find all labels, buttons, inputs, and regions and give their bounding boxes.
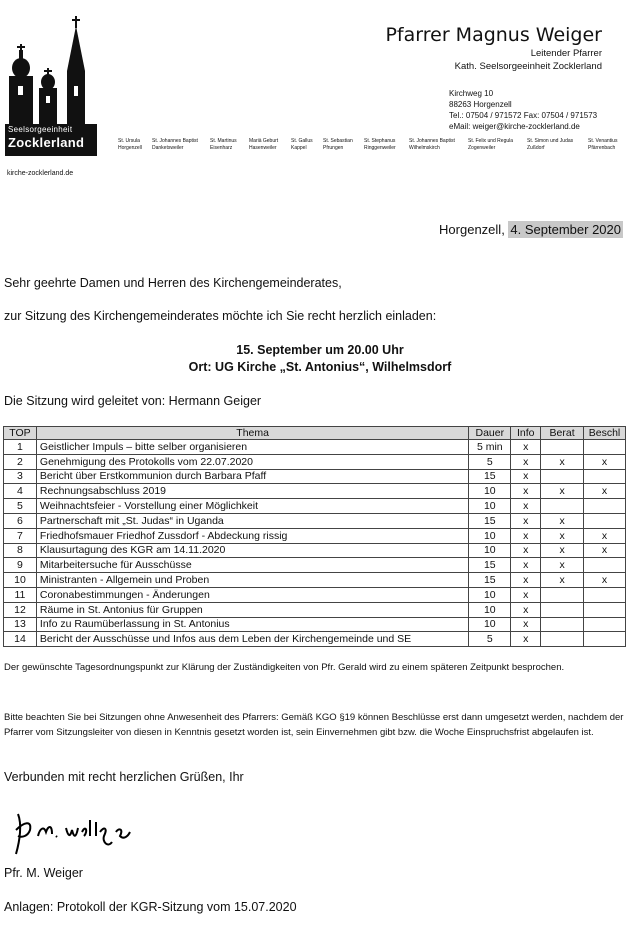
salutation: Sehr geehrte Damen und Herren des Kirchengemeinderates,: [4, 276, 342, 290]
cell-dauer: 5: [469, 632, 511, 647]
cell-top: 4: [4, 484, 37, 499]
attachments-note: Anlagen: Protokoll der KGR-Sitzung vom 15.07.2020: [4, 900, 297, 914]
table-row: [4, 528, 626, 543]
cell-beschl: x: [584, 573, 626, 588]
table-row: [4, 440, 626, 455]
cell-beschl: x: [584, 454, 626, 469]
cell-dauer: 15: [469, 513, 511, 528]
cell-info: x: [511, 484, 541, 499]
cell-beschl: [584, 602, 626, 617]
cell-dauer: 5: [469, 454, 511, 469]
cell-beschl: [584, 513, 626, 528]
cell-beschl: [584, 558, 626, 573]
cell-beschl: x: [584, 543, 626, 558]
cell-thema: Rechnungsabschluss 2019: [36, 484, 468, 499]
cell-top: 6: [4, 513, 37, 528]
parish-item: St. Gallus Kappel: [291, 138, 313, 151]
cell-thema: Geistlicher Impuls – bitte selber organisieren: [36, 440, 468, 455]
cell-top: 11: [4, 587, 37, 602]
address-email: eMail: weiger@kirche-zocklerland.de: [449, 122, 580, 131]
cell-dauer: 10: [469, 499, 511, 514]
cell-top: 13: [4, 617, 37, 632]
cell-berat: [541, 440, 584, 455]
meeting-place: Ort: UG Kirche „St. Antonius“, Wilhelmsdorf: [188, 360, 452, 374]
address-street: Kirchweg 10: [449, 89, 494, 98]
cell-thema: Genehmigung des Protokolls vom 22.07.2020: [36, 454, 468, 469]
cell-info: x: [511, 528, 541, 543]
logo-text-line1: Seelsorgeeinheit: [8, 125, 73, 134]
cell-beschl: [584, 440, 626, 455]
cell-info: x: [511, 558, 541, 573]
closing-greeting: Verbunden mit recht herzlichen Grüßen, Ihr: [4, 770, 244, 784]
intro-text: zur Sitzung des Kirchengemeinderates möchte ich Sie recht herzlich einladen:: [4, 309, 437, 323]
parish-item: St. Stephanus Ringgenweiler: [364, 138, 396, 151]
parish-item: St. Sebastian Pfrungen: [323, 138, 353, 151]
cell-info: x: [511, 469, 541, 484]
cell-info: x: [511, 454, 541, 469]
note-postponed-item: Der gewünschte Tagesordnungspunkt zur Klärung der Zuständigkeiten von Pfr. Gerald wird zu einem späteren Zeitpunkt besprochen.: [4, 662, 565, 673]
cell-beschl: [584, 469, 626, 484]
cell-info: x: [511, 617, 541, 632]
cell-thema: Klausurtagung des KGR am 14.11.2020: [36, 543, 468, 558]
cell-top: 9: [4, 558, 37, 573]
cell-info: x: [511, 543, 541, 558]
cell-thema: Friedhofsmauer Friedhof Zussdorf - Abdeckung rissig: [36, 528, 468, 543]
cell-top: 1: [4, 440, 37, 455]
cell-berat: x: [541, 573, 584, 588]
cell-berat: x: [541, 454, 584, 469]
cell-info: x: [511, 573, 541, 588]
cell-info: x: [511, 602, 541, 617]
parish-list: [118, 138, 630, 158]
cell-berat: [541, 617, 584, 632]
cell-dauer: 15: [469, 558, 511, 573]
table-row: [4, 543, 626, 558]
cell-beschl: [584, 587, 626, 602]
header-berat: Berat: [541, 427, 584, 440]
cell-top: 8: [4, 543, 37, 558]
cell-thema: Coronabestimmungen - Änderungen: [36, 587, 468, 602]
cell-top: 12: [4, 602, 37, 617]
sender-unit: Kath. Seelsorgeeinheit Zocklerland: [454, 61, 602, 72]
cell-dauer: 10: [469, 543, 511, 558]
cell-dauer: 10: [469, 528, 511, 543]
parish-item: St. Martinus Eisenharz: [210, 138, 237, 151]
cell-berat: x: [541, 558, 584, 573]
table-row: [4, 469, 626, 484]
website-link[interactable]: kirche-zocklerland.de: [7, 170, 74, 177]
cell-berat: x: [541, 528, 584, 543]
cell-berat: [541, 587, 584, 602]
cell-info: x: [511, 587, 541, 602]
cell-beschl: [584, 617, 626, 632]
header-dauer: Dauer: [469, 427, 511, 440]
address-city: 88263 Horgenzell: [449, 100, 512, 109]
cell-beschl: [584, 499, 626, 514]
cell-dauer: 10: [469, 617, 511, 632]
cell-top: 5: [4, 499, 37, 514]
cell-thema: Bericht über Erstkommunion durch Barbara Pfaff: [36, 469, 468, 484]
cell-berat: x: [541, 543, 584, 558]
table-row: [4, 499, 626, 514]
cell-berat: [541, 602, 584, 617]
cell-dauer: 10: [469, 587, 511, 602]
table-row: [4, 513, 626, 528]
cell-berat: x: [541, 484, 584, 499]
cell-dauer: 10: [469, 484, 511, 499]
table-header-row: [4, 427, 626, 440]
cell-thema: Partnerschaft mit „St. Judas“ in Uganda: [36, 513, 468, 528]
header-top: TOP: [4, 427, 37, 440]
cell-beschl: [584, 632, 626, 647]
parish-item: Mariä Geburt Hasenweiler: [249, 138, 279, 151]
table-row: [4, 484, 626, 499]
parish-item: St. Johannes Baptist Wilhelmskirch: [409, 138, 455, 151]
table-row: [4, 602, 626, 617]
date-highlight: 4. September 2020: [510, 222, 621, 237]
header-info: Info: [511, 427, 541, 440]
header-beschl: Beschl: [584, 427, 626, 440]
meeting-leader: Die Sitzung wird geleitet von: Hermann Geiger: [4, 394, 262, 408]
cell-top: 3: [4, 469, 37, 484]
parish-item: St. Simon und Judas Zußdorf: [527, 138, 574, 151]
cell-info: x: [511, 632, 541, 647]
table-row: [4, 587, 626, 602]
cell-top: 2: [4, 454, 37, 469]
note-kgo-rule: Bitte beachten Sie bei Sitzungen ohne Anwesenheit des Pfarrers: Gemäß KGO §19 können Beschlüsse erst dann umgesetzt werden, nachdem der Pfarrer vom Sitzungsleiter von diesen in Kenntnis gesetzt worden ist, sein Einvernehmen gibt bzw. die Woche Einspruchsfrist abgelaufen ist.: [4, 712, 624, 738]
cell-beschl: x: [584, 484, 626, 499]
cell-thema: Bericht der Ausschüsse und Infos aus dem Leben der Kirchengemeinde und SE: [36, 632, 468, 647]
cell-top: 14: [4, 632, 37, 647]
logo-text-line2: Zocklerland: [8, 135, 85, 150]
cell-thema: Info zu Raumüberlassung in St. Antonius: [36, 617, 468, 632]
parish-item: St. Johannes Baptist Danketsweiler: [152, 138, 198, 151]
meeting-time: 15. September um 20.00 Uhr: [236, 343, 404, 357]
cell-info: x: [511, 499, 541, 514]
parish-item: St. Felix und Regula Zogenweiler: [468, 138, 514, 151]
table-row: [4, 617, 626, 632]
header-thema: Thema: [36, 427, 468, 440]
parish-item: St. Ursula Horgenzell: [118, 138, 142, 151]
cell-beschl: x: [584, 528, 626, 543]
cell-top: 10: [4, 573, 37, 588]
cell-berat: [541, 469, 584, 484]
cell-thema: Ministranten - Allgemein und Proben: [36, 573, 468, 588]
parish-item: St. Venantius Pfärrenbach: [588, 138, 618, 151]
signature-name: Pfr. M. Weiger: [4, 866, 83, 880]
table-row: [4, 632, 626, 647]
sender-name: Pfarrer Magnus Weiger: [385, 24, 602, 46]
handwritten-signature: [8, 802, 138, 862]
letter-date: Horgenzell, 4. September 2020: [439, 222, 621, 237]
cell-berat: [541, 499, 584, 514]
cell-thema: Mitarbeitersuche für Ausschüsse: [36, 558, 468, 573]
cell-thema: Räume in St. Antonius für Gruppen: [36, 602, 468, 617]
agenda-table: [3, 426, 626, 647]
cell-dauer: 15: [469, 469, 511, 484]
address-phone: Tel.: 07504 / 971572 Fax: 07504 / 971573: [449, 111, 598, 120]
cell-berat: x: [541, 513, 584, 528]
sender-role: Leitender Pfarrer: [530, 48, 602, 59]
cell-dauer: 15: [469, 573, 511, 588]
cell-berat: [541, 632, 584, 647]
table-row: [4, 454, 626, 469]
cell-thema: Weihnachtsfeier - Vorstellung einer Möglichkeit: [36, 499, 468, 514]
cell-dauer: 10: [469, 602, 511, 617]
cell-top: 7: [4, 528, 37, 543]
cell-dauer: 5 min: [469, 440, 511, 455]
table-row: [4, 573, 626, 588]
table-row: [4, 558, 626, 573]
cell-info: x: [511, 440, 541, 455]
cell-info: x: [511, 513, 541, 528]
